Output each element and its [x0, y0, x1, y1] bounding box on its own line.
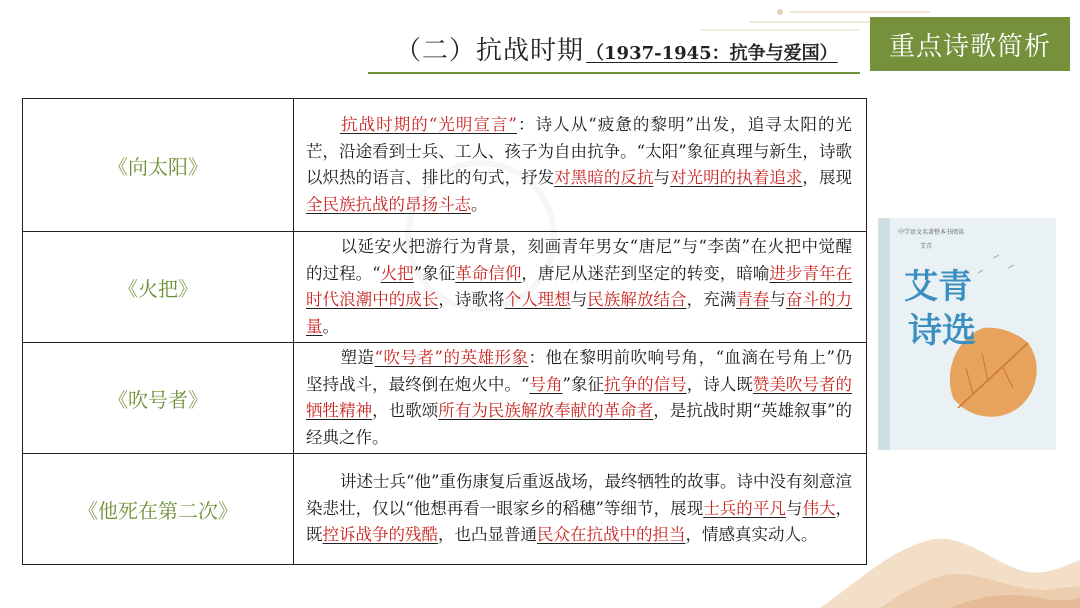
key-phrase: 对光明的执着追求	[670, 168, 803, 187]
key-phrase: 抗争的信号	[604, 374, 687, 394]
analysis-text: ，展现	[802, 168, 852, 187]
mountain-decoration	[820, 470, 1080, 608]
key-phrase: 赞美吹号者的牺牲精神	[306, 374, 853, 420]
analysis-text: ，充满	[686, 290, 737, 309]
key-phrase: 进步青年在时代浪潮中的成长	[306, 263, 853, 309]
analysis-text: ，也歌颂	[372, 401, 439, 420]
section-title-main: （二）抗战时期	[395, 36, 585, 66]
key-phrase: 抗战时期的“光明宣言”	[340, 115, 517, 134]
key-phrase: 革命信仰	[455, 263, 522, 283]
key-phrase: 个人理想	[504, 290, 571, 309]
analysis-text: 。	[471, 194, 488, 214]
analysis-text: ，诗歌将	[438, 290, 505, 309]
analysis-text: ，也凸显普通	[438, 525, 537, 545]
section-title	[395, 30, 838, 67]
key-phrase: 青春	[736, 290, 770, 309]
key-phrase: 所有为民族解放奉献的革命者	[438, 401, 654, 420]
key-phrase: 全民族抗战的昂扬斗志	[306, 194, 471, 214]
book-title-line2: 诗选	[908, 311, 976, 351]
title-underline	[368, 72, 860, 74]
analysis-text: 与	[653, 168, 671, 187]
table-row	[23, 99, 867, 232]
key-phrase: 号角	[529, 374, 563, 394]
topic-tag: 重点诗歌简析	[870, 17, 1070, 71]
analysis-text: ：诗人从“疲惫的黎明”出发，追寻太阳的光芒，沿途看到士兵、工人、孩子为自由抗争。“太阳”象征真理与新生，诗歌以炽热的语言、排比的句式，抒发	[306, 115, 852, 187]
book-cover-image	[878, 218, 1056, 450]
analysis-text: 与	[785, 498, 803, 518]
analysis-text: 讲述士兵“他”重伤康复后重返战场，最终牺牲的故事。诗中没有刻意渲染悲壮，仅以“他想再看一眼家乡的稻穗”等细节，展现	[306, 472, 852, 518]
poem-title: 《吹号者》	[23, 343, 294, 454]
section-title-sub: （1937-1945：抗争与爱国）	[586, 43, 838, 64]
analysis-text: 以延安火把游行为背景，刻画青年男女“唐尼”与“李茵”在火把中觉醒的过程。“	[306, 237, 852, 283]
poem-title: 《火把》	[23, 232, 294, 343]
table-row	[23, 232, 867, 343]
poem-analysis-table	[22, 98, 867, 565]
poem-title: 《他死在第二次》	[23, 454, 294, 565]
analysis-text: ，情感真实动人。	[685, 525, 818, 545]
key-phrase: 火把	[380, 263, 414, 283]
key-phrase: “吹号者”的英雄形象	[374, 348, 529, 367]
book-title-line1: 艾青	[904, 267, 972, 307]
poem-analysis	[294, 454, 867, 565]
key-phrase: 奋斗的力量	[306, 290, 852, 336]
table-row	[23, 454, 867, 565]
key-phrase: 民族解放结合	[587, 290, 687, 309]
key-phrase: 控诉战争的残酷	[322, 525, 438, 545]
analysis-text: 与	[769, 290, 786, 309]
table-row	[23, 343, 867, 454]
analysis-text: ，既	[306, 498, 853, 545]
analysis-text: ”象征	[413, 263, 456, 283]
key-phrase: 伟大	[802, 498, 836, 518]
poem-analysis	[294, 232, 867, 343]
analysis-text: ”象征	[562, 374, 605, 394]
analysis-text: ：他在黎明前吹响号角，“血滴在号角上”仍坚持战斗，最终倒在炮火中。“	[306, 348, 853, 394]
analysis-text: ，是抗战时期“英雄叙事”的经典之作。	[306, 401, 853, 447]
key-phrase: 对黑暗的反抗	[554, 168, 654, 187]
key-phrase: 士兵的平凡	[703, 498, 786, 518]
analysis-text: 与	[570, 290, 588, 309]
book-author-text: 艾青	[920, 243, 933, 250]
analysis-text: ，唐尼从迷茫到坚定的转变，暗喻	[521, 263, 770, 283]
key-phrase: 民众在抗战中的担当	[537, 525, 686, 545]
book-spine	[878, 218, 890, 450]
poem-title: 《向太阳》	[23, 99, 294, 232]
poem-analysis	[294, 99, 867, 232]
poem-analysis	[294, 343, 867, 454]
analysis-text: 。	[322, 316, 339, 336]
analysis-text: 塑造	[340, 348, 375, 367]
book-series-text: 中学语文名著整本书阅读	[898, 229, 965, 236]
analysis-text: ，诗人既	[686, 374, 753, 394]
